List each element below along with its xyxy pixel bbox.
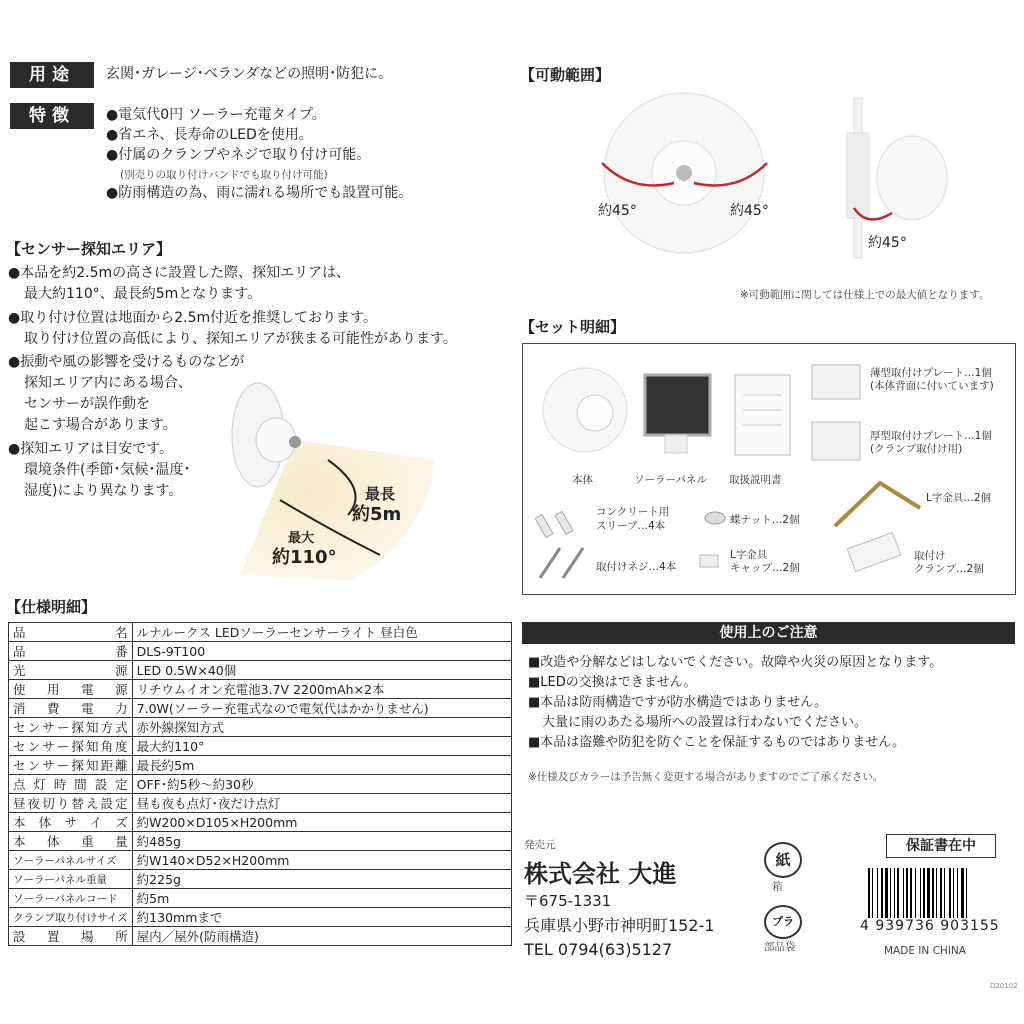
set-heading: 【セット明細】 <box>520 318 626 336</box>
angle-label: 最大 <box>288 531 315 546</box>
spec-row <box>9 718 512 737</box>
sensor-line: ●探知エリアは目安です。 <box>8 441 174 457</box>
spec-row <box>9 794 512 813</box>
sensor-line: ●振動や風の影響を受けるものなどが <box>8 354 245 370</box>
spec-row <box>9 889 512 908</box>
set-main-items <box>540 355 830 470</box>
spec-key: ソーラーパネルサイズ <box>9 851 133 870</box>
spec-row <box>9 623 512 642</box>
kado-left: 約45° <box>598 203 637 219</box>
spec-table <box>8 622 512 946</box>
kado-right: 約45° <box>730 203 769 219</box>
spec-row <box>9 927 512 946</box>
spec-key: 設置場所 <box>9 927 133 946</box>
set-plate1-b: (本体背面に付いています) <box>870 380 994 392</box>
spec-key: センサー探知角度 <box>9 737 133 756</box>
kami-recycle-icon: 紙 <box>764 842 802 878</box>
tokucho-tag: 特徴 <box>10 103 94 129</box>
spec-row <box>9 870 512 889</box>
sensor-line: 環境条件(季節･気候･温度･ <box>24 462 191 478</box>
yoto-text: 玄関･ガレージ･ベランダなどの照明･防犯に。 <box>106 66 393 82</box>
set-plate2-b: (クランプ取付け用) <box>870 443 963 455</box>
hako-label: 箱 <box>772 881 783 893</box>
angle-value: 約110° <box>272 547 337 568</box>
print-code: D20102 <box>990 982 1018 990</box>
spec-value: 約485g <box>132 832 511 851</box>
set-screw: 取付けネジ…4本 <box>596 561 677 573</box>
spec-value: 昼も夜も点灯･夜だけ点灯 <box>132 794 511 813</box>
set-plate1-a: 薄型取付けプレート…1個 <box>870 367 992 379</box>
set-honntai: 本体 <box>572 474 593 486</box>
warranty-label: 保証書在中 <box>886 834 996 858</box>
tokucho-item: ●省エネ、長寿命のLEDを使用。 <box>106 127 313 143</box>
spec-value: 7.0W(ソーラー充電式なので電気代はかかりません) <box>132 699 511 718</box>
pura-recycle-icon: プラ <box>764 905 802 939</box>
spec-row <box>9 661 512 680</box>
origin-label: MADE IN CHINA <box>884 945 966 957</box>
sensor-line: 起こす場合があります。 <box>24 417 177 433</box>
kado-side: 約45° <box>868 235 907 251</box>
spec-value: 最長約5m <box>132 756 511 775</box>
company-tel: TEL 0794(63)5127 <box>524 940 673 959</box>
kado-heading: 【可動範囲】 <box>520 66 611 84</box>
company-address: 兵庫県小野市神明町152-1 <box>524 916 715 935</box>
barcode-digits: 4 939736 903155 <box>860 918 1000 934</box>
bukuro-label: 部品袋 <box>764 941 796 953</box>
set-manual: 取扱説明書 <box>729 474 782 486</box>
spec-key: クランプ取り付けサイズ <box>9 908 133 927</box>
spec-key: 本体重量 <box>9 832 133 851</box>
spec-key: センサー探知距離 <box>9 756 133 775</box>
tokucho-item: ●付属のクランプやネジで取り付け可能。 <box>106 147 371 163</box>
caution-line: ■本品は防雨構造ですが防水構造ではありません。 <box>528 695 828 710</box>
spec-value: LED 0.5W×40個 <box>132 661 511 680</box>
spec-key: 昼夜切り替え設定 <box>9 794 133 813</box>
spec-value: 約W140×D52×H200mm <box>132 851 511 870</box>
spec-key: センサー探知方式 <box>9 718 133 737</box>
set-sleeve-a: コンクリート用 <box>596 506 670 518</box>
set-sleeve-b: スリーブ…4本 <box>596 520 666 532</box>
company-postal: 〒675-1331 <box>524 892 612 910</box>
spec-key: 品名 <box>9 623 133 642</box>
tokucho-item: ●防雨構造の為、雨に濡れる場所でも設置可能。 <box>106 185 413 201</box>
spec-value: DLS-9T100 <box>132 642 511 661</box>
caution-heading: 使用上のご注意 <box>522 622 1015 644</box>
spec-key: ソーラーパネル重量 <box>9 870 133 889</box>
caution-line: 大量に雨のあたる場所への設置は行わないでください。 <box>542 715 868 730</box>
spec-row <box>9 851 512 870</box>
yoto-tag: 用途 <box>10 62 94 88</box>
set-clamp-a: 取付け <box>914 550 946 562</box>
sensor-line: ●取り付け位置は地面から2.5m付近を推奨しております。 <box>8 310 377 326</box>
range-label: 最長 <box>365 485 396 503</box>
set-plate2-a: 厚型取付けプレート…1個 <box>870 430 992 442</box>
spec-row <box>9 642 512 661</box>
spec-value: 約W200×D105×H200mm <box>132 813 511 832</box>
spec-key: 光源 <box>9 661 133 680</box>
spec-row <box>9 756 512 775</box>
spec-value: 最大約110° <box>132 737 511 756</box>
spec-value: ルナルークス LEDソーラーセンサーライト 昼白色 <box>132 623 511 642</box>
spec-key: ソーラーパネルコード <box>9 889 133 908</box>
range-value: 約5m <box>352 504 402 525</box>
set-panel: ソーラーパネル <box>634 474 707 486</box>
caution-note: ※仕様及びカラーは予告無く変更する場合がありますのでご了承ください。 <box>528 771 884 783</box>
spec-row <box>9 699 512 718</box>
sensor-line: 湿度)により異なります。 <box>24 483 183 499</box>
sensor-line: 取り付け位置の高低により、探知エリアが狭まる可能性があります。 <box>24 331 457 347</box>
spec-key: 品番 <box>9 642 133 661</box>
set-clamp-b: クランプ…2個 <box>914 563 984 575</box>
set-cap-a: L字金具 <box>730 549 768 561</box>
caution-line: ■本品は盗難や防犯を防ぐことを保証するものではありません。 <box>528 735 906 750</box>
spec-row <box>9 832 512 851</box>
spec-row <box>9 813 512 832</box>
sensor-line: 探知エリア内にある場合、 <box>24 375 192 391</box>
set-cap-b: キャップ…2個 <box>730 562 800 574</box>
spec-key: 消費電力 <box>9 699 133 718</box>
spec-value: 赤外線探知方式 <box>132 718 511 737</box>
spec-key: 点灯時間設定 <box>9 775 133 794</box>
spec-row <box>9 680 512 699</box>
caution-line: ■LEDの交換はできません。 <box>528 675 697 690</box>
tokucho-note: (別売りの取り付けバンドでも取り付け可能) <box>120 169 328 181</box>
spec-heading: 【仕様明細】 <box>6 598 97 616</box>
spec-row <box>9 737 512 756</box>
spec-value: 約130mmまで <box>132 908 511 927</box>
plates-illustration <box>810 360 865 470</box>
spec-value: リチウムイオン充電池3.7V 2200mAh×2本 <box>132 680 511 699</box>
company-name: 株式会社 大進 <box>524 860 677 888</box>
spec-value: OFF･約5秒～約30秒 <box>132 775 511 794</box>
spec-key: 使用電源 <box>9 680 133 699</box>
sensor-line: ●本品を約2.5mの高さに設置した際、探知エリアは、 <box>8 265 351 281</box>
sensor-heading: 【センサー探知エリア】 <box>6 240 172 258</box>
spec-row <box>9 775 512 794</box>
spec-key: 本体サイズ <box>9 813 133 832</box>
set-lbracket: L字金具…2個 <box>926 492 992 504</box>
set-nut: 蝶ナット…2個 <box>730 514 800 526</box>
company-label: 発売元 <box>524 839 556 851</box>
spec-value: 約225g <box>132 870 511 889</box>
spec-value: 屋内／屋外(防雨構造) <box>132 927 511 946</box>
spec-row <box>9 908 512 927</box>
spec-value: 約5m <box>132 889 511 908</box>
sensor-line: センサーが誤作動を <box>24 396 150 412</box>
kado-note: ※可動範囲に関しては仕様上での最大値となります。 <box>740 289 990 301</box>
movement-illustration <box>592 88 972 263</box>
sensor-line: 最大約110°、最長約5mとなります。 <box>24 286 262 302</box>
caution-line: ■改造や分解などはしないでください。故障や火災の原因となります。 <box>528 655 943 670</box>
tokucho-item: ●電気代0円 ソーラー充電タイプ。 <box>106 107 326 123</box>
